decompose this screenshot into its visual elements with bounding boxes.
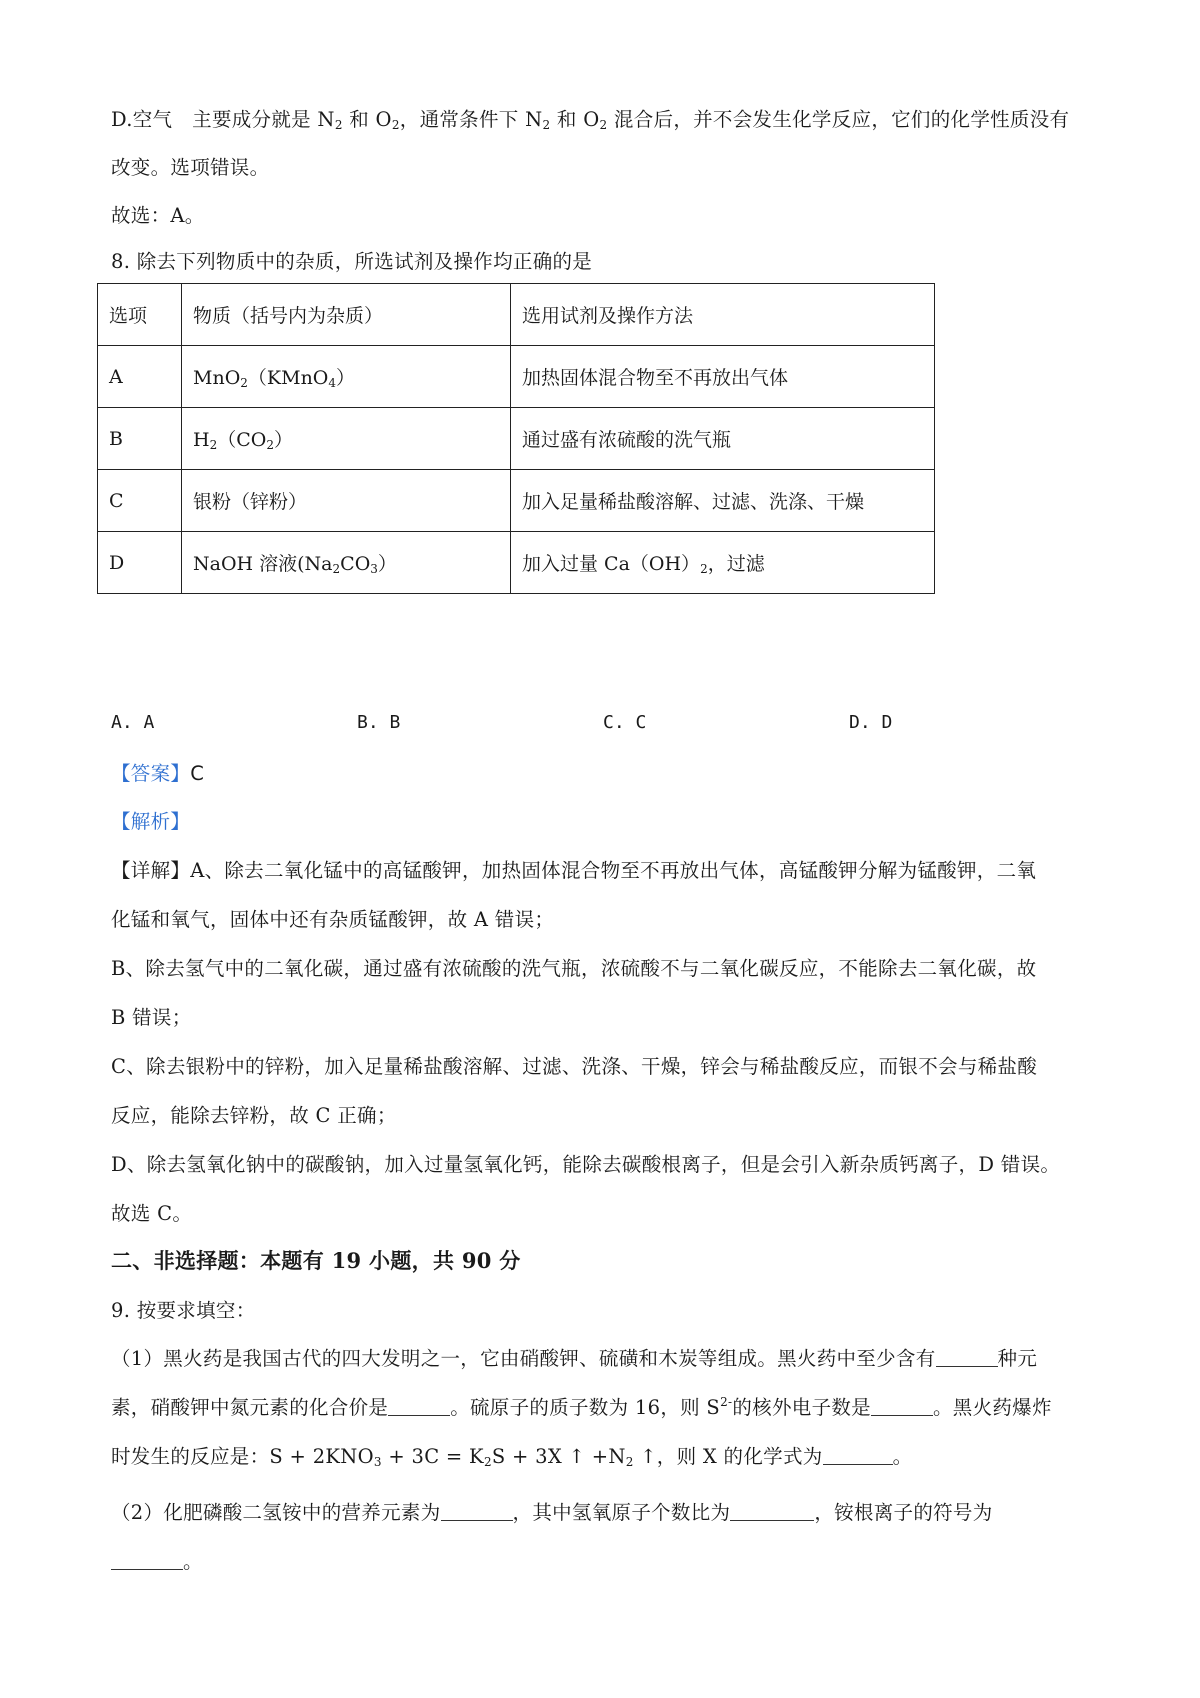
answer-blank[interactable]	[936, 1348, 998, 1367]
q9-part2-line-1: （2）化肥磷酸二氢铵中的营养元素为 ，其中氢氧原子个数比为 ，铵根离子的符号为	[111, 1501, 993, 1524]
row-substance: $H_2(CO_2)$	[182, 408, 511, 470]
answer-blank[interactable]	[730, 1502, 814, 1521]
table-row	[98, 532, 935, 594]
header-method: 选用试剂及操作方法	[511, 284, 935, 346]
choice-c: C. C	[603, 712, 647, 733]
answer-blank[interactable]	[871, 1397, 933, 1416]
row-option: C	[98, 470, 182, 532]
q8-detail-line: 故选 C。	[111, 1202, 193, 1225]
q8-detail-line: 化锰和氧气，固体中还有杂质锰酸钾，故 A 错误；	[111, 908, 555, 931]
choice-d: D. D	[849, 712, 893, 733]
row-substance: NaOH 溶液$(Na_2CO_3)$	[182, 532, 511, 594]
q8-stem: 8. 除去下列物质中的杂质，所选试剂及操作均正确的是	[111, 250, 593, 273]
choice-a: A. A	[111, 712, 155, 733]
answer-blank[interactable]	[441, 1502, 513, 1521]
answer-blank[interactable]	[111, 1551, 183, 1570]
q8-detail-line: 反应，能除去锌粉，故 C 正确；	[111, 1104, 397, 1127]
q8-detail-line: 【详解】A、除去二氧化锰中的高锰酸钾，加热固体混合物至不再放出气体，高锰酸钾分解为锰酸钾，二氧	[111, 859, 1037, 882]
prev-answer: 故选：A。	[111, 204, 205, 227]
header-substance: 物质（括号内为杂质）	[182, 284, 511, 346]
q9-part1-line-3: 时发生的反应是：$S + 2KNO_3 + 3C = K_2S + 3X$ ↑ $+N_2$ ↑，则 X 的化学式为 。	[111, 1445, 913, 1469]
q8-detail-line: D、除去氢氧化钠中的碳酸钠，加入过量氢氧化钙，能除去碳酸根离子，但是会引入新杂质钙离子，D 错误。	[111, 1153, 1061, 1176]
q8-analysis-tag: 【解析】	[111, 810, 191, 833]
q9-part2-line-2: 。	[111, 1546, 203, 1574]
q8-answer	[111, 758, 204, 786]
q9-part1-line-1: （1）黑火药是我国古代的四大发明之一，它由硝酸钾、硫磺和木炭等组成。黑火药中至少含有 种元	[111, 1347, 1038, 1370]
answer-value: C	[190, 762, 205, 785]
section-heading: 二、非选择题：本题有 19 小题，共 90 分	[111, 1248, 521, 1273]
prev-option-d-line-1: D.空气 主要成分就是 $N_2$ 和 $O_2$，通常条件下 $N_2$ 和 $O_2$ 混合后，并不会发生化学反应，它们的化学性质没有	[111, 108, 1070, 132]
row-option: B	[98, 408, 182, 470]
row-method: 加热固体混合物至不再放出气体	[511, 346, 935, 408]
prev-option-d-line-2: 改变。选项错误。	[111, 156, 270, 179]
table-row	[98, 408, 935, 470]
q8-detail-line: C、除去银粉中的锌粉，加入足量稀盐酸溶解、过滤、洗涤、干燥，锌会与稀盐酸反应，而银不会与稀盐酸	[111, 1055, 1038, 1078]
row-method: 加入过量 $Ca(OH)_2$，过滤	[511, 532, 935, 594]
choice-b: B. B	[357, 712, 401, 733]
row-option: A	[98, 346, 182, 408]
row-substance: 银粉（锌粉）	[182, 470, 511, 532]
q8-detail-line: B 错误；	[111, 1006, 192, 1029]
answer-blank[interactable]	[823, 1446, 893, 1465]
table-row	[98, 470, 935, 532]
table-row	[98, 346, 935, 408]
row-method: 通过盛有浓硫酸的洗气瓶	[511, 408, 935, 470]
q9-part1-line-2: 素，硝酸钾中氮元素的化合价是 。硫原子的质子数为 16，则 $S^{2-}$的核外电子数是 。黑火药爆炸	[111, 1395, 1052, 1419]
answer-blank[interactable]	[388, 1397, 450, 1416]
table-header-row	[98, 284, 935, 346]
row-substance: MnO$_2$（KMnO$_4$）	[182, 346, 511, 408]
answer-tag: 【答案】	[111, 762, 191, 785]
row-method: 加入足量稀盐酸溶解、过滤、洗涤、干燥	[511, 470, 935, 532]
row-option: D	[98, 532, 182, 594]
header-option: 选项	[98, 284, 182, 346]
q8-detail-line: B、除去氢气中的二氧化碳，通过盛有浓硫酸的洗气瓶，浓硫酸不与二氧化碳反应，不能除去二氧化碳，故	[111, 957, 1037, 980]
q8-options-table	[97, 283, 935, 594]
q9-stem: 9. 按要求填空：	[111, 1299, 256, 1322]
